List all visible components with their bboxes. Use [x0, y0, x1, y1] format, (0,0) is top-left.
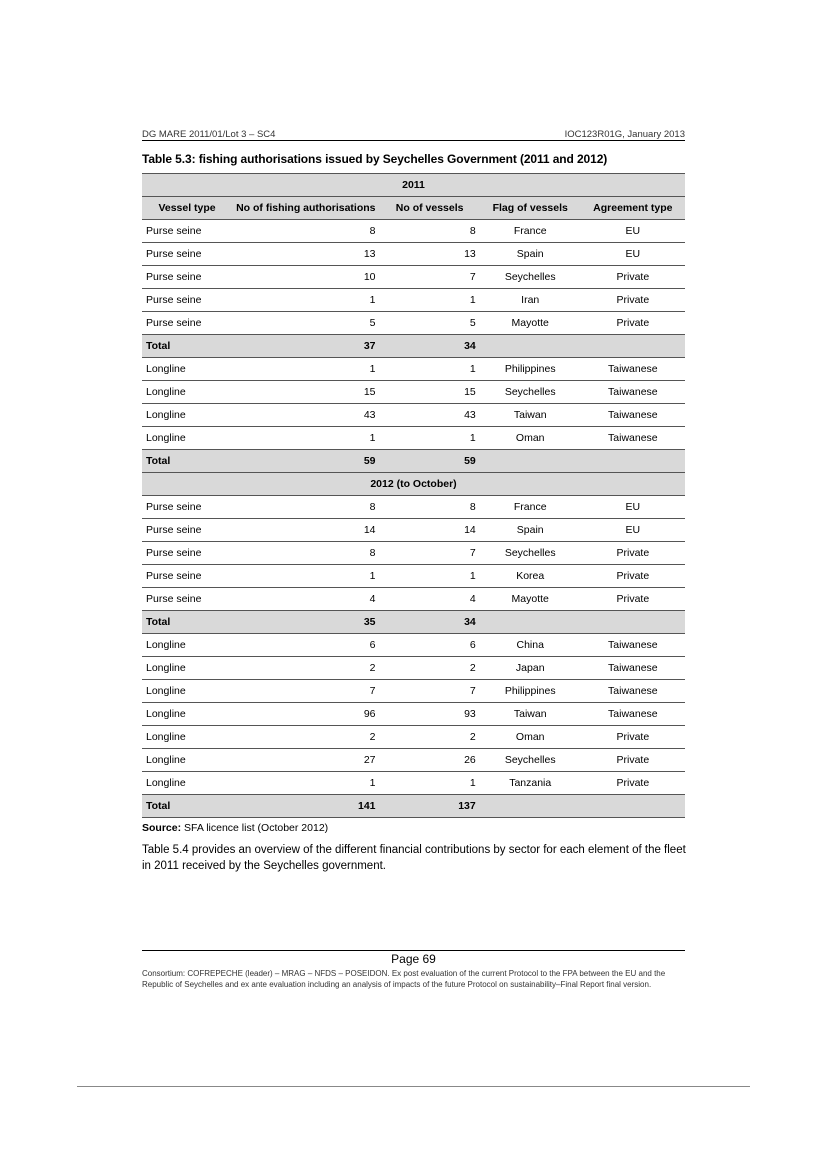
cell-vessel-type: Purse seine	[142, 289, 232, 312]
cell-authorisations: 43	[232, 404, 379, 427]
cell-vessel-type: Longline	[142, 657, 232, 680]
cell-agreement: Taiwanese	[581, 381, 685, 404]
cell-vessels: 1	[380, 427, 480, 450]
cell-vessel-type: Longline	[142, 680, 232, 703]
cell-vessels: 7	[380, 542, 480, 565]
year-header-row	[142, 174, 685, 197]
source-label: Source:	[142, 822, 182, 834]
cell-authorisations: 2	[232, 726, 379, 749]
cell-vessel-type: Purse seine	[142, 496, 232, 519]
header-left: DG MARE 2011/01/Lot 3 – SC4	[142, 129, 276, 140]
cell-agreement: Taiwanese	[581, 703, 685, 726]
cell-vessels: 7	[380, 680, 480, 703]
cell-flag: Mayotte	[480, 588, 581, 611]
table-row	[142, 703, 685, 726]
cell-flag: Seychelles	[480, 749, 581, 772]
cell-flag: Seychelles	[480, 542, 581, 565]
cell-vessels: 1	[380, 772, 480, 795]
cell-flag: Iran	[480, 289, 581, 312]
col-authorisations: No of fishing authorisations	[232, 197, 379, 220]
cell-vessels: 93	[380, 703, 480, 726]
cell-vessels: 8	[380, 496, 480, 519]
column-header-row	[142, 197, 685, 220]
table-source	[142, 822, 328, 834]
cell-authorisations: 10	[232, 266, 379, 289]
table-row	[142, 381, 685, 404]
cell-agreement: Private	[581, 289, 685, 312]
cell-vessel-type: Longline	[142, 381, 232, 404]
cell-flag: France	[480, 220, 581, 243]
header-right: IOC123R01G, January 2013	[564, 129, 685, 140]
cell-flag: Seychelles	[480, 381, 581, 404]
total-empty-agreement	[581, 450, 685, 473]
cell-flag: Oman	[480, 726, 581, 749]
year-label: 2011	[142, 174, 685, 197]
table-row	[142, 542, 685, 565]
cell-flag: France	[480, 496, 581, 519]
cell-agreement: Private	[581, 266, 685, 289]
table-row	[142, 358, 685, 381]
table-row	[142, 404, 685, 427]
total-empty-agreement	[581, 335, 685, 358]
cell-authorisations: 1	[232, 289, 379, 312]
cell-vessel-type: Longline	[142, 404, 232, 427]
table-body	[142, 174, 685, 818]
cell-agreement: EU	[581, 220, 685, 243]
total-authorisations: 35	[232, 611, 379, 634]
cell-authorisations: 27	[232, 749, 379, 772]
total-empty-flag	[480, 611, 581, 634]
cell-vessel-type: Purse seine	[142, 519, 232, 542]
cell-vessel-type: Purse seine	[142, 220, 232, 243]
cell-authorisations: 8	[232, 542, 379, 565]
table-row	[142, 289, 685, 312]
cell-flag: Japan	[480, 657, 581, 680]
cell-vessel-type: Longline	[142, 749, 232, 772]
cell-flag: Spain	[480, 519, 581, 542]
total-row	[142, 611, 685, 634]
cell-flag: Taiwan	[480, 404, 581, 427]
cell-agreement: EU	[581, 519, 685, 542]
cell-agreement: Private	[581, 772, 685, 795]
page-number: Page 69	[391, 952, 436, 966]
cell-vessels: 5	[380, 312, 480, 335]
cell-vessels: 1	[380, 358, 480, 381]
total-vessels: 34	[380, 611, 480, 634]
cell-vessels: 2	[380, 726, 480, 749]
body-paragraph: Table 5.4 provides an overview of the different financial contributions by sector for each element of the fleet in 2011 received by the Seychelles government.	[142, 844, 686, 872]
cell-vessel-type: Longline	[142, 726, 232, 749]
cell-vessel-type: Purse seine	[142, 243, 232, 266]
cell-flag: Tanzania	[480, 772, 581, 795]
cell-agreement: Taiwanese	[581, 358, 685, 381]
cell-flag: Seychelles	[480, 266, 581, 289]
cell-vessel-type: Purse seine	[142, 588, 232, 611]
header-rule	[142, 140, 685, 141]
table-row	[142, 772, 685, 795]
total-vessels: 34	[380, 335, 480, 358]
table-row	[142, 220, 685, 243]
cell-authorisations: 1	[232, 565, 379, 588]
cell-vessel-type: Longline	[142, 703, 232, 726]
cell-authorisations: 1	[232, 358, 379, 381]
cell-flag: Philippines	[480, 358, 581, 381]
total-empty-flag	[480, 795, 581, 818]
table-row	[142, 312, 685, 335]
cell-agreement: Taiwanese	[581, 680, 685, 703]
table-row	[142, 266, 685, 289]
table-row	[142, 496, 685, 519]
cell-agreement: Private	[581, 312, 685, 335]
table-caption: Table 5.3: fishing authorisations issued by Seychelles Government (2011 and 2012)	[142, 152, 608, 166]
cell-vessel-type: Longline	[142, 634, 232, 657]
table-row	[142, 680, 685, 703]
cell-authorisations: 14	[232, 519, 379, 542]
cell-flag: Spain	[480, 243, 581, 266]
total-authorisations: 59	[232, 450, 379, 473]
cell-authorisations: 8	[232, 220, 379, 243]
cell-authorisations: 96	[232, 703, 379, 726]
cell-vessel-type: Longline	[142, 772, 232, 795]
source-text: SFA licence list (October 2012)	[184, 822, 329, 834]
table-row	[142, 427, 685, 450]
total-empty-agreement	[581, 795, 685, 818]
cell-vessels: 7	[380, 266, 480, 289]
footer-rule	[142, 950, 685, 951]
table-row	[142, 565, 685, 588]
cell-authorisations: 2	[232, 657, 379, 680]
cell-authorisations: 1	[232, 772, 379, 795]
cell-vessels: 6	[380, 634, 480, 657]
page-bottom-rule	[77, 1086, 750, 1087]
total-label: Total	[142, 450, 232, 473]
cell-vessel-type: Purse seine	[142, 312, 232, 335]
total-empty-agreement	[581, 611, 685, 634]
consortium-note: Consortium: COFREPECHE (leader) – MRAG – NFDS – POSEIDON. Ex post evaluation of the current Protocol to the FPA between the EU and the Republic of Seychelles and ex ante evaluation including an analysis of impacts of the future Protocol on sustainability–Final Report final version.	[142, 969, 666, 989]
cell-vessel-type: Purse seine	[142, 542, 232, 565]
cell-vessels: 14	[380, 519, 480, 542]
cell-agreement: Taiwanese	[581, 657, 685, 680]
cell-flag: Oman	[480, 427, 581, 450]
total-row	[142, 795, 685, 818]
cell-authorisations: 1	[232, 427, 379, 450]
cell-authorisations: 13	[232, 243, 379, 266]
total-label: Total	[142, 795, 232, 818]
table-row	[142, 726, 685, 749]
year-label: 2012 (to October)	[142, 473, 685, 496]
table-row	[142, 243, 685, 266]
cell-vessels: 1	[380, 565, 480, 588]
cell-agreement: EU	[581, 496, 685, 519]
total-label: Total	[142, 611, 232, 634]
cell-agreement: Private	[581, 588, 685, 611]
table-row	[142, 749, 685, 772]
total-authorisations: 37	[232, 335, 379, 358]
cell-vessels: 2	[380, 657, 480, 680]
cell-vessels: 13	[380, 243, 480, 266]
table-row	[142, 634, 685, 657]
cell-vessels: 26	[380, 749, 480, 772]
cell-agreement: Taiwanese	[581, 404, 685, 427]
col-vessel-type: Vessel type	[142, 197, 232, 220]
cell-vessel-type: Longline	[142, 427, 232, 450]
total-empty-flag	[480, 450, 581, 473]
col-vessels: No of vessels	[380, 197, 480, 220]
total-empty-flag	[480, 335, 581, 358]
total-label: Total	[142, 335, 232, 358]
total-authorisations: 141	[232, 795, 379, 818]
table-row	[142, 657, 685, 680]
cell-vessels: 15	[380, 381, 480, 404]
cell-vessels: 4	[380, 588, 480, 611]
cell-vessel-type: Longline	[142, 358, 232, 381]
year-header-row	[142, 473, 685, 496]
total-vessels: 137	[380, 795, 480, 818]
total-row	[142, 335, 685, 358]
cell-agreement: Private	[581, 749, 685, 772]
cell-authorisations: 15	[232, 381, 379, 404]
cell-vessel-type: Purse seine	[142, 565, 232, 588]
cell-vessels: 8	[380, 220, 480, 243]
cell-vessel-type: Purse seine	[142, 266, 232, 289]
total-vessels: 59	[380, 450, 480, 473]
cell-agreement: EU	[581, 243, 685, 266]
total-row	[142, 450, 685, 473]
cell-agreement: Taiwanese	[581, 427, 685, 450]
cell-flag: China	[480, 634, 581, 657]
cell-authorisations: 8	[232, 496, 379, 519]
cell-flag: Korea	[480, 565, 581, 588]
cell-vessels: 1	[380, 289, 480, 312]
cell-flag: Mayotte	[480, 312, 581, 335]
cell-authorisations: 7	[232, 680, 379, 703]
cell-agreement: Private	[581, 565, 685, 588]
cell-authorisations: 5	[232, 312, 379, 335]
cell-flag: Taiwan	[480, 703, 581, 726]
cell-flag: Philippines	[480, 680, 581, 703]
table-row	[142, 519, 685, 542]
cell-agreement: Private	[581, 726, 685, 749]
col-flag: Flag of vessels	[480, 197, 581, 220]
col-agreement: Agreement type	[581, 197, 685, 220]
cell-vessels: 43	[380, 404, 480, 427]
cell-authorisations: 6	[232, 634, 379, 657]
cell-agreement: Private	[581, 542, 685, 565]
cell-agreement: Taiwanese	[581, 634, 685, 657]
authorisations-table	[142, 173, 685, 818]
cell-authorisations: 4	[232, 588, 379, 611]
table-row	[142, 588, 685, 611]
